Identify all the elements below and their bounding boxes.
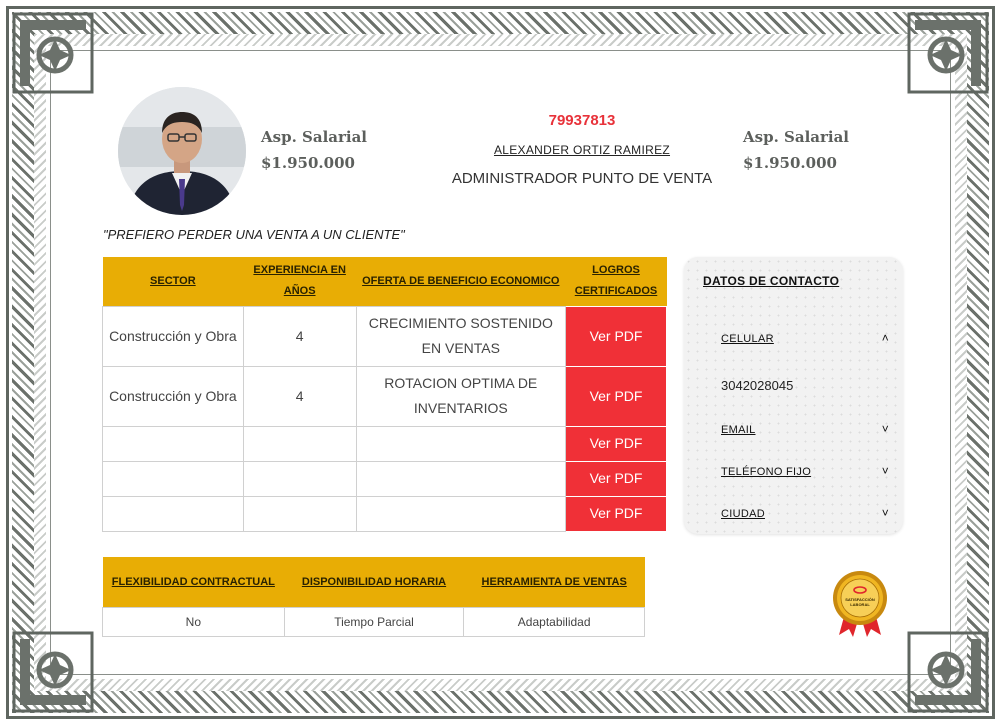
contact-title: DATOS DE CONTACTO — [703, 274, 840, 288]
table-row — [103, 461, 667, 496]
svg-text:LABORAL: LABORAL — [850, 602, 870, 607]
accordion-email[interactable] — [721, 424, 889, 436]
corner-ornament-icon — [10, 10, 96, 96]
column-header-flexibility: FLEXIBILIDAD CONTRACTUAL — [103, 557, 285, 607]
table-row — [103, 607, 645, 636]
view-pdf-button[interactable]: Ver PDF — [566, 306, 667, 366]
view-pdf-button[interactable]: Ver PDF — [566, 461, 667, 496]
accordion-label: CELULAR — [721, 333, 774, 345]
years-cell: 4 — [243, 366, 356, 426]
view-pdf-button[interactable]: Ver PDF — [566, 366, 667, 426]
table-header-row — [103, 557, 645, 607]
salary-left — [261, 124, 367, 176]
column-header-experience: EXPERIENCIA EN AÑOS — [243, 257, 356, 306]
availability-cell: Tiempo Parcial — [284, 607, 464, 636]
table-row — [103, 306, 667, 366]
table-header-row — [103, 257, 667, 306]
salary-value: $1.950.000 — [261, 154, 355, 172]
person-photo-icon — [118, 87, 246, 215]
table-row — [103, 496, 667, 531]
celular-value: 3042028045 — [721, 378, 794, 393]
accordion-label: CIUDAD — [721, 508, 765, 520]
contact-card — [684, 257, 903, 534]
sector-cell: Construcción y Obra — [103, 306, 244, 366]
column-header-sector: SECTOR — [103, 257, 244, 306]
accordion-telefono-fijo[interactable] — [721, 466, 889, 478]
chevron-down-icon: ˅ — [881, 506, 889, 520]
accordion-ciudad[interactable] — [721, 508, 889, 520]
view-pdf-button[interactable]: Ver PDF — [566, 426, 667, 461]
sector-cell — [103, 461, 244, 496]
availability-table — [102, 557, 645, 637]
offer-cell — [356, 496, 565, 531]
years-cell — [243, 426, 356, 461]
offer-cell — [356, 426, 565, 461]
chevron-up-icon: ˄ — [881, 331, 889, 345]
sector-cell — [103, 496, 244, 531]
id-number: 79937813 — [548, 112, 616, 129]
view-pdf-button[interactable]: Ver PDF — [566, 496, 667, 531]
column-header-offer: OFERTA DE BENEFICIO ECONOMICO — [356, 257, 565, 306]
quote-text: "PREFIERO PERDER UNA VENTA A UN CLIENTE" — [103, 227, 405, 242]
years-cell — [243, 496, 356, 531]
accordion-label: TELÉFONO FIJO — [721, 466, 812, 478]
corner-ornament-icon — [905, 10, 991, 96]
chevron-down-icon: ˅ — [881, 464, 889, 478]
avatar — [118, 87, 246, 215]
salary-right — [743, 124, 849, 176]
person-role: ADMINISTRADOR PUNTO DE VENTA — [451, 170, 713, 187]
person-name: ALEXANDER ORTIZ RAMIREZ — [493, 143, 671, 157]
offer-cell: ROTACION OPTIMA DE INVENTARIOS — [356, 366, 565, 426]
years-cell — [243, 461, 356, 496]
chevron-down-icon: ˅ — [881, 422, 889, 436]
corner-ornament-icon — [905, 629, 991, 715]
salary-label: Asp. Salarial — [261, 128, 368, 146]
svg-text:SATISFACCIÓN: SATISFACCIÓN — [845, 597, 875, 602]
salary-label: Asp. Salarial — [743, 128, 850, 146]
column-header-availability: DISPONIBILIDAD HORARIA — [284, 557, 464, 607]
salary-value: $1.950.000 — [743, 154, 837, 172]
table-row — [103, 366, 667, 426]
sales-tool-cell: Adaptabilidad — [464, 607, 645, 636]
sector-cell — [103, 426, 244, 461]
offer-cell: CRECIMIENTO SOSTENIDO EN VENTAS — [356, 306, 565, 366]
accordion-label: EMAIL — [721, 424, 756, 436]
column-header-sales-tool: HERRAMIENTA DE VENTAS — [464, 557, 645, 607]
achievements-table — [102, 257, 667, 532]
satisfaction-badge-icon — [831, 569, 889, 639]
offer-cell — [356, 461, 565, 496]
accordion-celular[interactable] — [721, 333, 889, 345]
table-row — [103, 426, 667, 461]
sector-cell: Construcción y Obra — [103, 366, 244, 426]
corner-ornament-icon — [10, 629, 96, 715]
years-cell: 4 — [243, 306, 356, 366]
column-header-achievements: LOGROS CERTIFICADOS — [566, 257, 667, 306]
flexibility-cell: No — [103, 607, 285, 636]
